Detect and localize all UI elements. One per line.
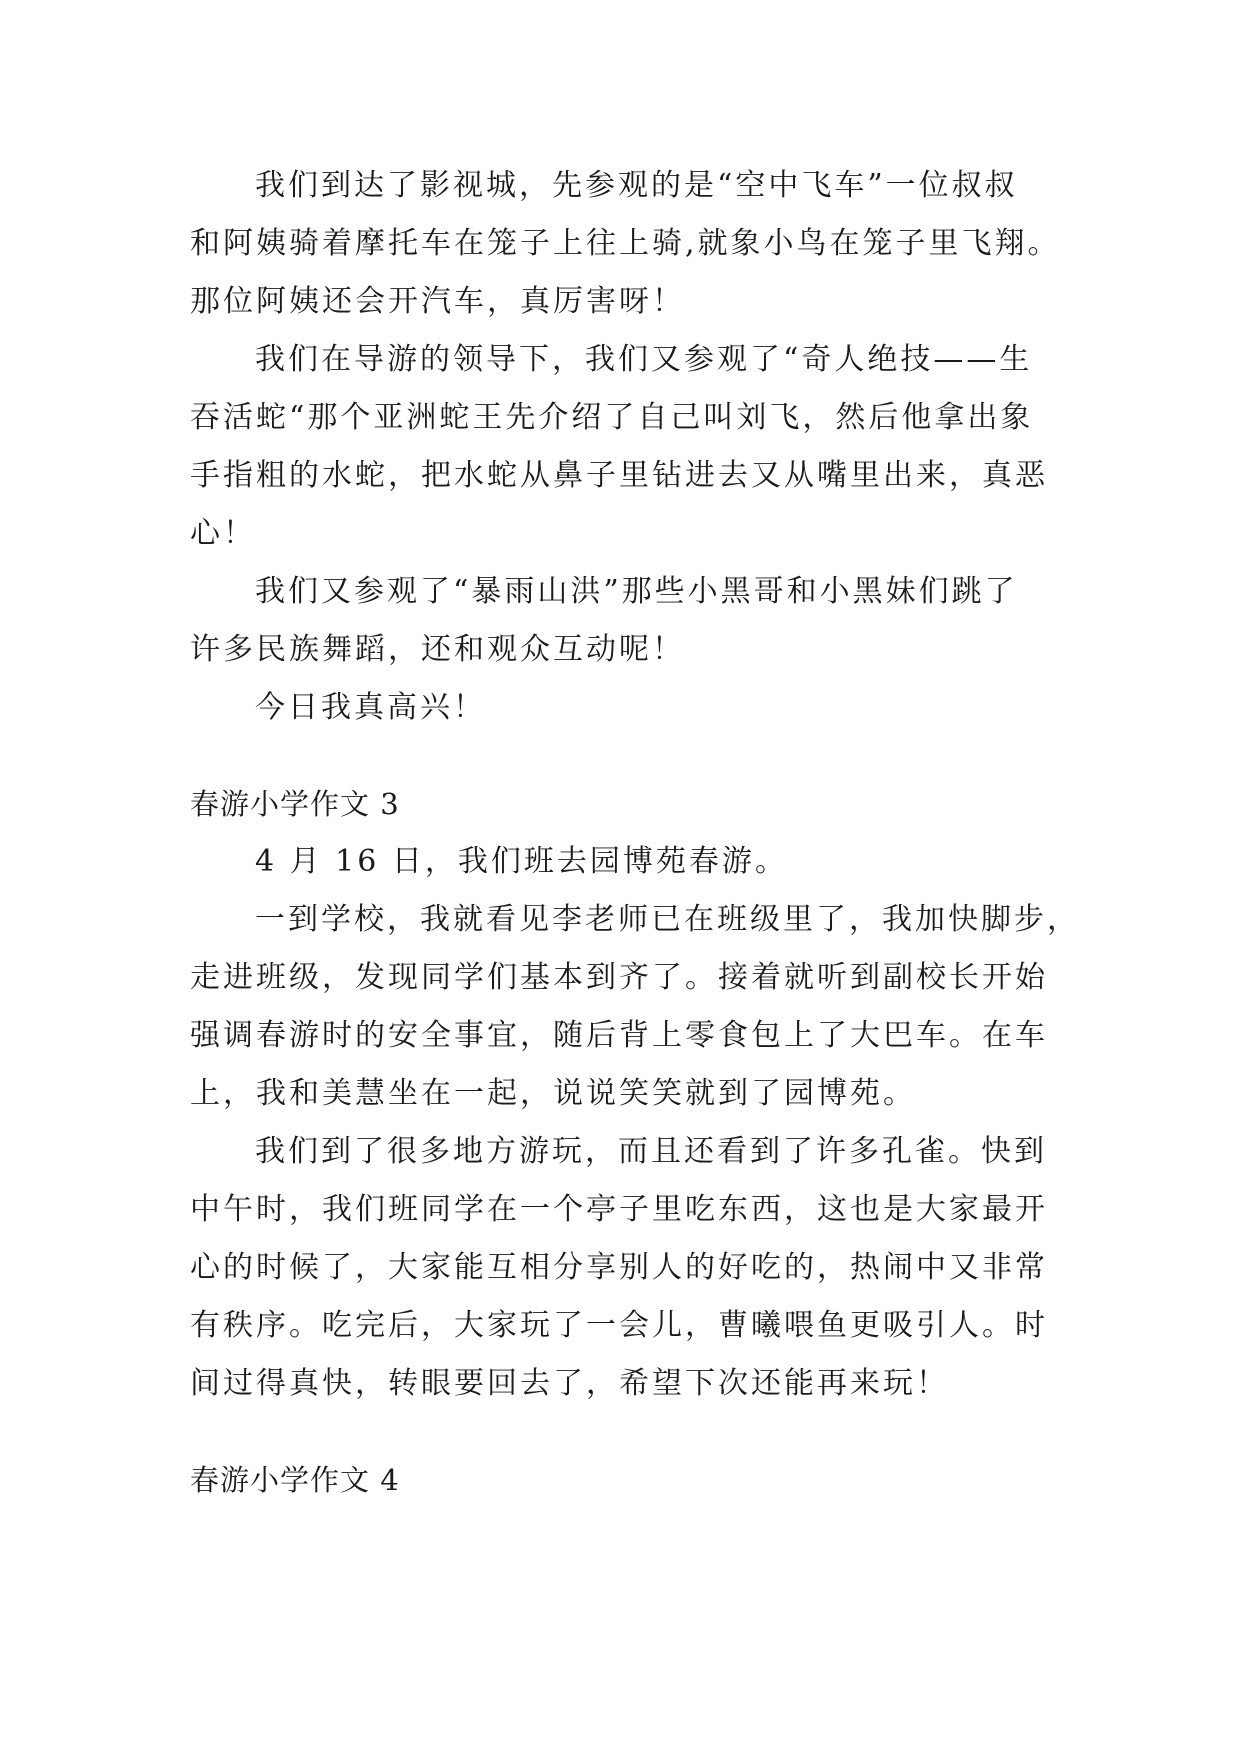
paragraph-line: 上，我和美慧坐在一起，说说笑笑就到了园博苑。 xyxy=(190,1076,916,1111)
paragraph-line: 我们又参观了“暴雨山洪”那些小黑哥和小黑妹们跳了 xyxy=(255,574,1018,609)
paragraph-line: 心的时候了，大家能互相分享别人的好吃的，热闹中又非常 xyxy=(190,1250,1048,1285)
paragraph-line: 间过得真快，转眼要回去了，希望下次还能再来玩！ xyxy=(190,1366,949,1401)
paragraph-line: 我们到了很多地方游玩，而且还看到了许多孔雀。快到 xyxy=(255,1134,1047,1169)
paragraph-line: 心！ xyxy=(190,516,256,551)
paragraph-line: 手指粗的水蛇，把水蛇从鼻子里钻进去又从嘴里出来，真恶 xyxy=(190,458,1048,493)
paragraph-line: 我们在导游的领导下，我们又参观了“奇人绝技——生 xyxy=(255,342,1033,377)
paragraph-line: 有秩序。吃完后，大家玩了一会儿，曹曦喂鱼更吸引人。时 xyxy=(190,1308,1048,1343)
section-heading: 春游小学作文 3 xyxy=(190,787,400,821)
paragraph-line: 吞活蛇“那个亚洲蛇王先介绍了自己叫刘飞，然后他拿出象 xyxy=(190,400,1034,435)
paragraph-line: 一到学校，我就看见李老师已在班级里了，我加快脚步， xyxy=(255,902,1080,937)
paragraph-line: 4 月 16 日，我们班去园博苑春游。 xyxy=(255,844,788,879)
paragraph-line: 和阿姨骑着摩托车在笼子上往上骑,就象小鸟在笼子里飞翔。 xyxy=(190,226,1061,261)
paragraph-line: 那位阿姨还会开汽车，真厉害呀！ xyxy=(190,284,685,319)
section-heading: 春游小学作文 4 xyxy=(190,1463,400,1497)
paragraph-line: 中午时，我们班同学在一个亭子里吃东西，这也是大家最开 xyxy=(190,1192,1048,1227)
paragraph-line: 今日我真高兴！ xyxy=(255,690,486,725)
paragraph-line: 我们到达了影视城，先参观的是“空中飞车”一位叔叔 xyxy=(255,168,1018,203)
paragraph-line: 走进班级，发现同学们基本到齐了。接着就听到副校长开始 xyxy=(190,960,1048,995)
paragraph-line: 强调春游时的安全事宜，随后背上零食包上了大巴车。在车 xyxy=(190,1018,1048,1053)
paragraph-line: 许多民族舞蹈，还和观众互动呢！ xyxy=(190,632,685,667)
